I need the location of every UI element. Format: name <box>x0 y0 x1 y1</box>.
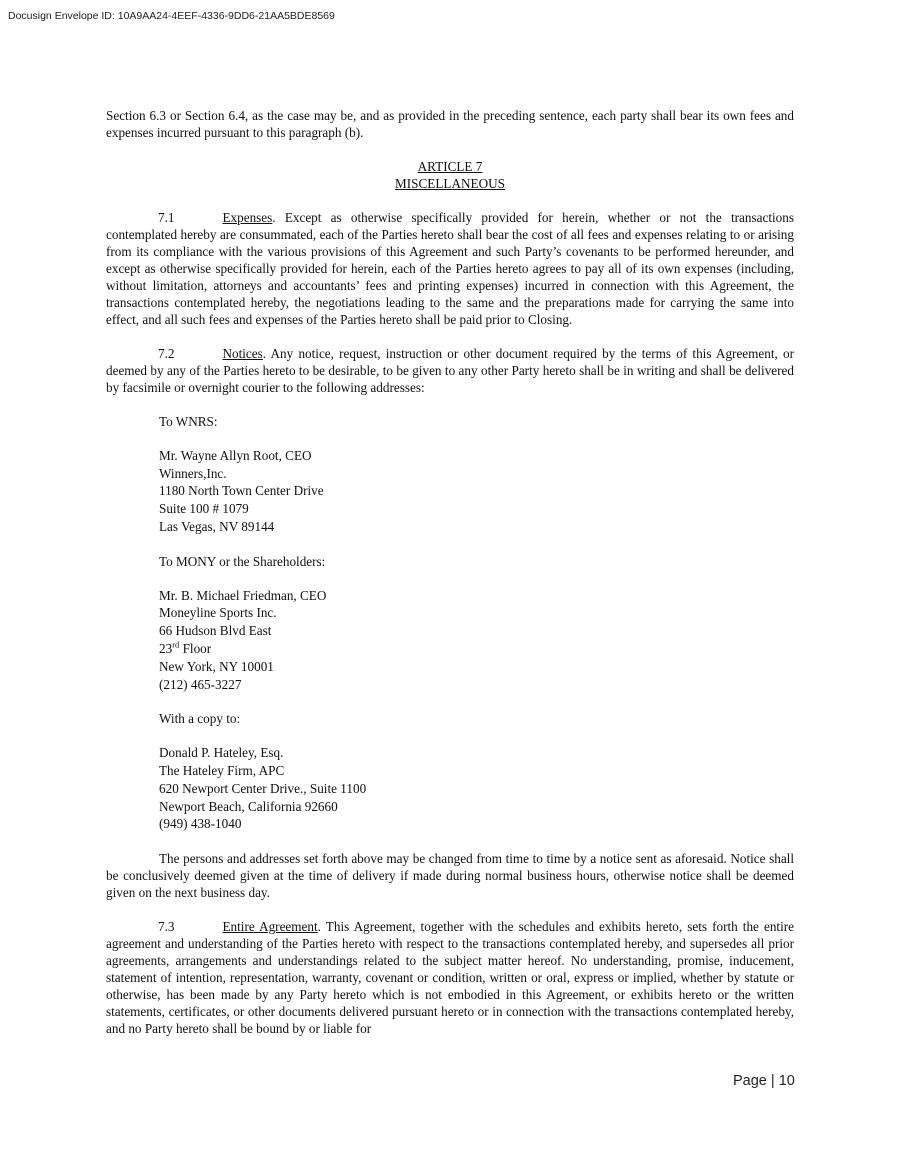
envelope-id: Docusign Envelope ID: 10A9AA24-4EEF-4336-9DD6-21AA5BDE8569 <box>8 10 335 22</box>
address-line: Mr. Wayne Allyn Root, CEO <box>159 447 312 463</box>
wnrs-address-block <box>159 413 794 536</box>
section-7-1 <box>106 209 794 328</box>
address-line: Newport Beach, California 92660 <box>159 798 338 814</box>
section-heading: Entire Agreement <box>222 919 318 935</box>
address-line <box>159 640 794 658</box>
intro-paragraph: Section 6.3 or Section 6.4, as the case may be, and as provided in the preceding sentence, each party shall bear its own fees and expenses incurred pursuant to this paragraph (b). <box>106 108 794 140</box>
floor-number: 23 <box>159 640 173 656</box>
notice-change-paragraph: The persons and addresses set forth above may be changed from time to time by a notice sent as aforesaid. Notice shall be conclusively deemed given at the time of delivery if made during normal business hours, otherwise notice shall be deemed given on the next business day. <box>106 851 794 901</box>
page-number: Page | 10 <box>733 1073 795 1089</box>
address-line: Mr. B. Michael Friedman, CEO <box>159 587 327 603</box>
section-number: 7.2 <box>158 346 175 361</box>
floor-word: Floor <box>179 640 212 656</box>
address-line: (949) 438-1040 <box>159 816 242 832</box>
address-line: (212) 465-3227 <box>159 676 242 692</box>
section-text: . Except as otherwise specifically provided for herein, whether or not the transactions contemplated hereby are consummated, each of the Parties hereto shall bear the cost of all fees and expenses relating to or arising from its compliance with the various provisions of this Agreement and such Party’s covenants to be performed hereunder, and except as otherwise specifically provided for herein, each of the Parties hereto agrees to pay all of its own expenses (including, without limitation, attorneys and accountants’ fees and printing expenses) incurred in connection with this Agreement, the transactions contemplated hereby, the negotiations leading to the same and the preparations made for carrying the same into effect, and all such fees and expenses of the Parties hereto shall be paid prior to Closing. <box>106 210 794 327</box>
address-label: To WNRS: <box>159 414 218 429</box>
address-line: 1180 North Town Center Drive <box>159 483 324 499</box>
address-label: To MONY or the Shareholders: <box>159 553 326 569</box>
address-line: 620 Newport Center Drive., Suite 1100 <box>159 780 367 796</box>
mony-address-block <box>159 553 794 694</box>
copy-address-block <box>159 710 794 833</box>
section-heading: Expenses <box>222 210 273 225</box>
article-title: MISCELLANEOUS <box>395 176 505 191</box>
address-line: Las Vegas, NV 89144 <box>159 518 275 534</box>
section-text: . This Agreement, together with the schedules and exhibits hereto, sets forth the entire agreement and understanding of the Parties hereto with respect to the transactions contemplated hereby, and supersedes all prior agreements, arrangements and understandings related to the subject matter hereof. No understanding, promise, inducement, statement of intention, representation, warranty, covenant or condition, written or oral, express or implied, whether by statute or otherwise, has been made by any Party hereto which is not embodied in this Agreement, or exhibits hereto or the written statements, certificates, or other documents delivered pursuant hereto or in connection with the transactions contemplated hereby, and no Party hereto shall be bound by or liable for <box>106 919 795 1037</box>
address-label: With a copy to: <box>159 711 241 727</box>
address-line: New York, NY 10001 <box>159 658 274 674</box>
section-number: 7.1 <box>158 210 175 225</box>
address-line: Suite 100 # 1079 <box>159 501 249 517</box>
floor-ordinal: rd <box>172 639 180 650</box>
article-heading <box>106 158 794 192</box>
section-text: . Any notice, request, instruction or other document required by the terms of this Agreement, or deemed by any of the Parties hereto to be desirable, to be given to any other Party hereto shall be in writing and shall be delivered by facsimile or overnight courier to the following addresses: <box>106 346 794 395</box>
address-line: 66 Hudson Blvd East <box>159 623 272 639</box>
section-number: 7.3 <box>158 919 175 935</box>
section-7-2 <box>106 345 794 396</box>
section-heading: Notices <box>222 346 263 361</box>
section-7-3 <box>106 918 794 1037</box>
address-line: The Hateley Firm, APC <box>159 762 285 778</box>
address-line: Winners,Inc. <box>159 465 227 481</box>
document-page <box>106 107 794 1037</box>
article-number: ARTICLE 7 <box>417 159 483 174</box>
address-line: Donald P. Hateley, Esq. <box>159 745 284 761</box>
address-line: Moneyline Sports Inc. <box>159 605 277 621</box>
